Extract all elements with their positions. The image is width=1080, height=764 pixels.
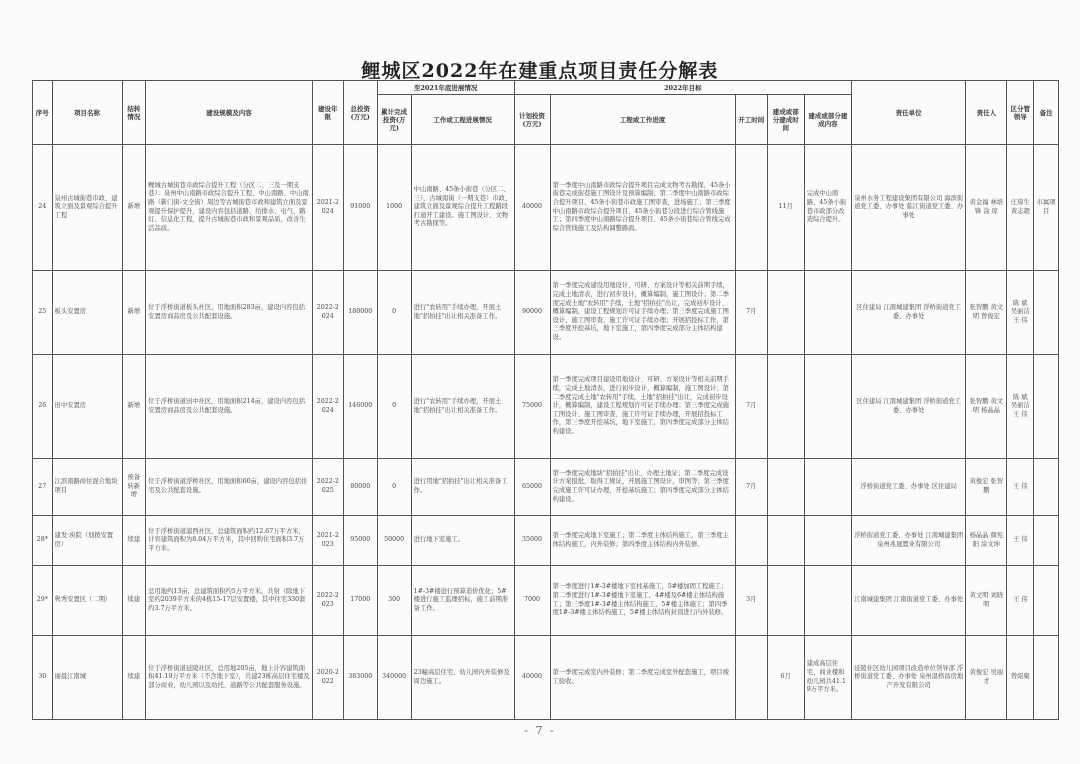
- table-row: [33, 271, 1059, 355]
- cum-cell: 0: [377, 355, 411, 459]
- header-scope: 建设规模及内容: [146, 81, 313, 145]
- finishtime-cell: 6月: [767, 636, 804, 720]
- progress-cell: 23幢高层住宅、幼儿园内外装修及周边施工。: [411, 636, 514, 720]
- unit-cell: 江南城建集团 江南街道党工委、办事处: [852, 566, 966, 636]
- status-cell: 续建: [122, 566, 146, 636]
- seq-cell: 27: [33, 459, 53, 516]
- invest-cell: 383000: [343, 636, 377, 720]
- note-cell: [1034, 459, 1059, 516]
- leader-cell: 王 伟: [1007, 459, 1034, 516]
- note-cell: [1034, 566, 1059, 636]
- name-cell: 隽秀安置区（二期）: [52, 566, 122, 636]
- cum-cell: 0: [377, 459, 411, 516]
- status-cell: 预备转新增: [122, 459, 146, 516]
- invest-cell: 180000: [343, 271, 377, 355]
- scope-cell: 位于浮桥街道浦西社区，总建筑面积约12.67万平方米，计容建筑面积为8.04万平方米，其中回购住宅面积3.7万平方米。: [146, 516, 313, 566]
- start-cell: 3月: [735, 566, 767, 636]
- seq-cell: 29*: [33, 566, 53, 636]
- invest-cell: 95000: [343, 516, 377, 566]
- note-cell: [1034, 636, 1059, 720]
- table-row: [33, 145, 1059, 271]
- leader-cell: 王 伟: [1007, 566, 1034, 636]
- target-cell: 第一季度完成项目建设用地设计、可研、方案设计等相关前期手续，完成土地清表，进行初步设计，概算编制，施工图设计；第二季度完成土地"农转用"手续，土地"招拍挂"出让，完成初步设计，概算编制，建设工程规划许可证手续办理；第三季度完成施工图设计、施工图审查、施工许可证手续办理，开展招投标工作，第三季度开挖基坑，地下室施工，第四季度完成部分主体结构建设。: [550, 355, 735, 459]
- header-name: 项目名称: [52, 81, 122, 145]
- plan-cell: 65000: [514, 459, 550, 516]
- unit-cell: 浮桥街道党工委、办事处 江南城建集团 泉州兆晟置业有限公司: [852, 516, 966, 566]
- unit-cell: 区住建局 江南城建集团 浮桥街道党工委、办事处: [852, 271, 966, 355]
- plan-cell: 40000: [514, 636, 550, 720]
- name-cell: 江滨南路商住混合地块项目: [52, 459, 122, 516]
- status-cell: 续建: [122, 516, 146, 566]
- seq-cell: 24: [33, 145, 53, 271]
- finishtime-cell: [767, 566, 804, 636]
- unit-cell: 区住建局 江南城建集团 浮桥街道党工委、办事处: [852, 355, 966, 459]
- year-cell: 2021-2023: [312, 516, 343, 566]
- table-row: [33, 355, 1059, 459]
- leader-cell: 陈 斌 吴丽洁 王 伟: [1007, 355, 1034, 459]
- plan-cell: 7000: [514, 566, 550, 636]
- year-cell: 2022-2024: [312, 355, 343, 459]
- note-cell: [1034, 271, 1059, 355]
- name-cell: 丽晨江南城: [52, 636, 122, 720]
- target-cell: 第一季度完成建设用地设计、可研、方案设计等相关前期手续，完成土地清表，进行初步设计，概算编制，施工图设计；第二季度完成土地"农转用"手续，土地"招拍挂"出让，完成初步设计、概算编制，建设工程规划许可证手续办理；第三季度完成施工图设计、施工图审查、施工许可证手续办理；开展招投标工作，第三季度开挖基坑，地下室施工，第四季度完成部分主体结构建设。: [550, 271, 735, 355]
- target-cell: 第一季度完成地下室施工；第二季度主体结构施工，第三季度主体结构施工，内外装修；第四季度主体结构内外装修。: [550, 516, 735, 566]
- person-cell: 张智鹏 黄文明 曾俊宏: [966, 271, 1007, 355]
- start-cell: [735, 636, 767, 720]
- person-cell: 黄文明 刘晓明: [966, 566, 1007, 636]
- seq-cell: 25: [33, 271, 53, 355]
- header-start: 开工时间: [735, 95, 767, 145]
- person-cell: 黄俊宏 张智鹏: [966, 459, 1007, 516]
- scope-cell: 位于浮桥街道田中社区，用地面积214亩，建设内容包括安置房商品房及公共配套设施。: [146, 355, 313, 459]
- leader-cell: 陈 斌 吴丽洁 王 伟: [1007, 271, 1034, 355]
- leader-cell: 王 伟: [1007, 516, 1034, 566]
- progress-cell: 进行"农转用"手续办理，开展土地"招拍挂"出让相关准备工作。: [411, 271, 514, 355]
- seq-cell: 26: [33, 355, 53, 459]
- invest-cell: 17000: [343, 566, 377, 636]
- name-cell: 田中安置房: [52, 355, 122, 459]
- name-cell: 泉州古城街巷市政、建筑立面及景观综合提升工程: [52, 145, 122, 271]
- header-progress: 工作或工程进展情况: [411, 95, 514, 145]
- status-cell: 新增: [122, 355, 146, 459]
- table-row: [33, 516, 1059, 566]
- scope-cell: 总用地约13亩，总建筑面积约5万平方米，共射（除地下室约2039平方米的4栋15-17层安置楼，其中住宅330套约3.7万平方米。: [146, 566, 313, 636]
- header-group-2022: 2022年目标: [514, 81, 852, 95]
- person-cell: 杨晶晶 颜宪阳 涂文坤: [966, 516, 1007, 566]
- unit-cell: 泉州水务工程建设集团有限公司 海滨街道党工委、办事处 临江街道党工委、办事处: [852, 145, 966, 271]
- header-person: 责任人: [966, 81, 1007, 145]
- target-cell: 第一季度完成室内外装修；第二季度完成室外配套施工，项目竣工验收。: [550, 636, 735, 720]
- finishcontent-cell: [804, 271, 851, 355]
- target-cell: 第一季度中山南路市政综合提升项目完成文物考古勘探，45条小街巷完成街巷施工图设计及预算编制；第二季度中山南路市政综合提升项目、45条小街巷市政施工图审查，进场施工；第三季度中山南路市政综合提升项目、45条小街巷分段进行综合管线施工；第四季度中山南路综合提升项目、45条小街巷综合管线完成综合管线施工及结构调整路面。: [550, 145, 735, 271]
- note-cell: [1034, 355, 1059, 459]
- cum-cell: 340000: [377, 636, 411, 720]
- invest-cell: 80000: [343, 459, 377, 516]
- finishcontent-cell: [804, 355, 851, 459]
- finishtime-cell: 11月: [767, 145, 804, 271]
- status-cell: 续建: [122, 636, 146, 720]
- header-cum: 累计完成投资(万元): [377, 95, 411, 145]
- seq-cell: 30: [33, 636, 53, 720]
- start-cell: 7月: [735, 271, 767, 355]
- cum-cell: 1000: [377, 145, 411, 271]
- page-number: - 7 -: [524, 724, 556, 737]
- plan-cell: 35000: [514, 516, 550, 566]
- cum-cell: 0: [377, 271, 411, 355]
- note-cell: [1034, 516, 1059, 566]
- leader-cell: 曾紹聚: [1007, 636, 1034, 720]
- seq-cell: 28*: [33, 516, 53, 566]
- finishtime-cell: [767, 516, 804, 566]
- year-cell: 2022-2024: [312, 271, 343, 355]
- header-target: 工程或工作进度: [550, 95, 735, 145]
- status-cell: 新增: [122, 271, 146, 355]
- name-cell: 板头安置房: [52, 271, 122, 355]
- header-status: 结转情况: [122, 81, 146, 145]
- start-cell: [735, 516, 767, 566]
- progress-cell: 1#-3#楼进行预算造价优化；5#楼进行施工监理招标，施工前期准备工作。: [411, 566, 514, 636]
- year-cell: 2022-2023: [312, 566, 343, 636]
- unit-cell: 浮桥街道党工委、办事处 区住建局: [852, 459, 966, 516]
- year-cell: 2020-2022: [312, 636, 343, 720]
- table-row: [33, 566, 1059, 636]
- status-cell: 新增: [122, 145, 146, 271]
- scope-cell: 位于浮桥街道延陵社区，总用地205亩，地上计容建筑面积41.19万平方米（不含地下室），共建23栋高层住宅楼及部分商业，幼儿园以及幼托、道路等公共配套服务设施。: [146, 636, 313, 720]
- header-plan: 计划投资(万元): [514, 95, 550, 145]
- leader-cell: 庄琼生 黄志超: [1007, 145, 1034, 271]
- finishcontent-cell: [804, 566, 851, 636]
- start-cell: [735, 145, 767, 271]
- note-cell: 市属项目: [1034, 145, 1059, 271]
- header-seq: 序号: [33, 81, 53, 145]
- finishtime-cell: [767, 355, 804, 459]
- finishcontent-cell: [804, 516, 851, 566]
- header-group-2021: 至2021年底进展情况: [377, 81, 514, 95]
- plan-cell: 90000: [514, 271, 550, 355]
- unit-cell: 延陵社区幼儿园项目改造单位领导部 浮桥街道党工委、办事处 泉州温格昌房地产开发有限公司: [852, 636, 966, 720]
- scope-cell: 位于浮桥街道浮桥社区，用地面积60亩，建设内容包括住宅及公共配套设施。: [146, 459, 313, 516]
- cum-cell: 50000: [377, 516, 411, 566]
- finishcontent-cell: 建成高层住宅、商业楼和幼儿园共41.19万平方米。: [804, 636, 851, 720]
- header-note: 备注: [1034, 81, 1059, 145]
- year-cell: 2021-2024: [312, 145, 343, 271]
- table-row: [33, 459, 1059, 516]
- person-cell: 张智鹏 黄文明 杨晶晶: [966, 355, 1007, 459]
- header-finishtime: 建成或部分建成时间: [767, 95, 804, 145]
- scope-cell: 位于浮桥街道板头社区，用地面积283亩，建设内容包括安置房商品房及公共配套设施。: [146, 271, 313, 355]
- start-cell: 7月: [735, 355, 767, 459]
- finishcontent-cell: 完成中山南路、45条小街巷市政部分改造综合提升。: [804, 145, 851, 271]
- person-cell: 黄俊宏 吴丽才: [966, 636, 1007, 720]
- finishcontent-cell: [804, 459, 851, 516]
- start-cell: 7月: [735, 459, 767, 516]
- progress-cell: 进行"农转用"手续办理，开展土地"招拍挂"出让相关准备工作。: [411, 355, 514, 459]
- project-table: [32, 80, 1059, 720]
- target-cell: 第一季度进行1#-3#楼地下室柱基施工，5#楼加固工程施工；第二季度进行1#-3#楼地下室施工，4#楼及6#楼主体结构施工；第三季度1#-3#楼主体结构施工，5#楼主体施工；第四季度1#-3#楼主体结构施工，5#楼主体结构封顶进行内外装修。: [550, 566, 735, 636]
- header-finishcontent: 建成或部分建成内容: [804, 95, 851, 145]
- cum-cell: 300: [377, 566, 411, 636]
- progress-cell: 中山南路、45条小街巷（分区二、三），古城南街（一期支巷）市政、建筑立面及景观综合提升工程路段打通开工建设。施工图设计、文物考古勘探等。: [411, 145, 514, 271]
- scope-cell: 鲤城古城街巷市政综合提升工程（分区二、三及一期支巷）：泉州中山南路市政综合提升工程、中山南路、中山南路（新门街-文全街）周边等古城街巷市政和建筑立面及景观提升保护提升，建设内容包括道路、给排水、电气、路灯、信息化工程，提升古城街巷市政和景观品质，改善生活品质。: [146, 145, 313, 271]
- header-invest: 总投资(万元): [343, 81, 377, 145]
- name-cell: 建发·泱院（划拨安置房）: [52, 516, 122, 566]
- target-cell: 第一季度完成地块"招拍挂"出让，办理土地证；第二季度完成设计方案报批，取得工规证，开展施工图设计，审图等；第三季度完成施工许可证办理，开挖基坑施工；第四季度完成部分主体结构建设。: [550, 459, 735, 516]
- person-cell: 黄金福 林培锋 涂 琼: [966, 145, 1007, 271]
- finishtime-cell: [767, 459, 804, 516]
- header-year: 建设年限: [312, 81, 343, 145]
- plan-cell: 75000: [514, 355, 550, 459]
- year-cell: 2022-2025: [312, 459, 343, 516]
- progress-cell: 进行用地"招拍挂"出让相关准备工作。: [411, 459, 514, 516]
- table-row: [33, 636, 1059, 720]
- table-body: [33, 145, 1059, 720]
- invest-cell: 146000: [343, 355, 377, 459]
- finishtime-cell: [767, 271, 804, 355]
- header-leader: 区分管领导: [1007, 81, 1034, 145]
- plan-cell: 40000: [514, 145, 550, 271]
- header-unit: 责任单位: [852, 81, 966, 145]
- invest-cell: 91000: [343, 145, 377, 271]
- page-title: 鲤城区2022年在建重点项目责任分解表: [361, 60, 719, 82]
- progress-cell: 进行地下室施工。: [411, 516, 514, 566]
- header-row-1: [33, 81, 1059, 95]
